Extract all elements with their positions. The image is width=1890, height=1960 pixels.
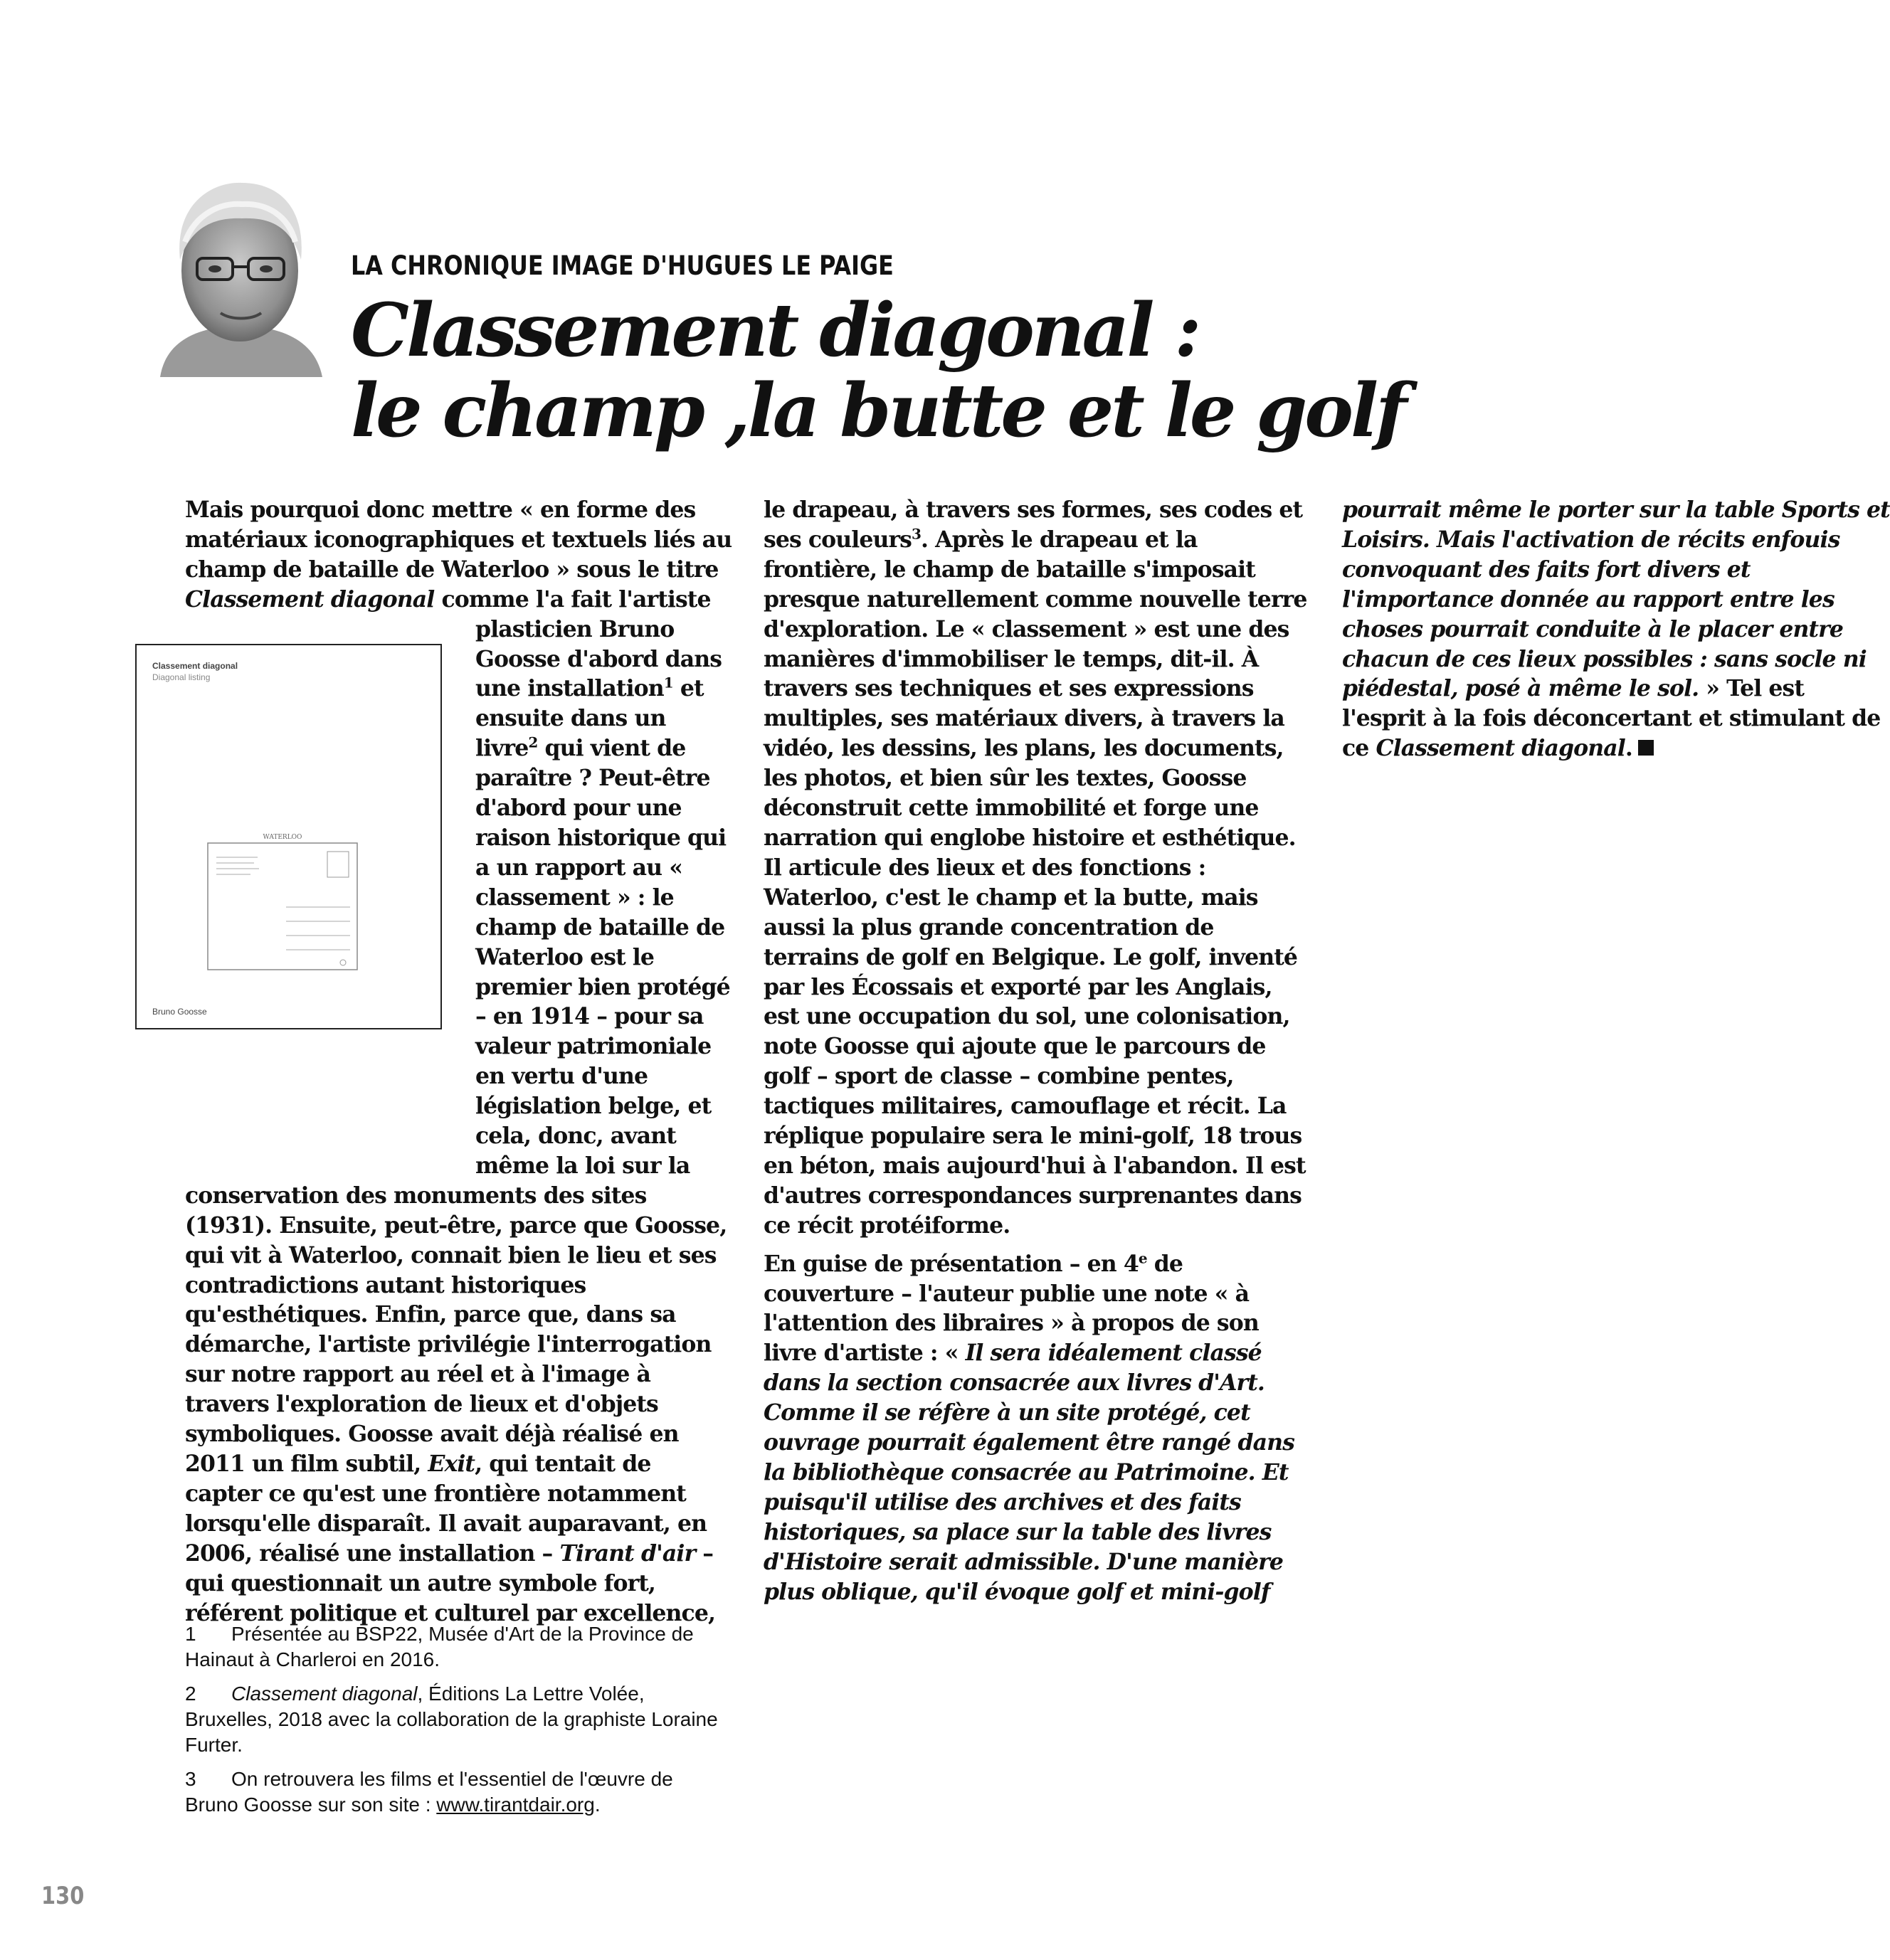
- footnote-2: 2 Classement diagonal, Éditions La Lettre Volée, Bruxelles, 2018 avec la collaboration de la graphiste Loraine Furter.: [185, 1683, 718, 1756]
- paragraph-1: Mais pourquoi donc mettre « en forme des matériaux iconographiques et textuels liés au champ de bataille de Waterloo » sous le titre Classement diagonal comme l'a fait l'artiste plasticien Bruno Goosse d'abord dans une installation$^1$ et ensuite dans un livre$^2$ qui vient de paraître ? Peut-être d'abord pour une raison historique qui a un rapport au « classement » : le champ de bataille de Waterloo est le premier bien protégé – en 1914 – pour sa valeur patrimoniale en vertu d'une législation belge, et cela, donc, avant même la loi sur la conservation des monuments des sites (1931). Ensuite, peut-être, parce que Goosse, qui vit à Waterloo, connait bien le lieu et ses contradictions autant historiques qu'esthétiques. Enfin, parce que, dans sa démarche, l'artiste privilégie l'interrogation sur notre rapport au réel et à l'image à travers l'exploration de lieux et d'objets symboliques. Goosse avait déjà réalisé en 2011 un film subtil, Exit, qui tentait de capter ce qu'est une frontière notamment lorsqu'elle disparaît. Il avait auparavant, en 2006, réalisé une installation – Tirant d'air – qui questionnait un autre symbole fort, référent politique et culturel par excellence, le drapeau, à travers ses formes, ses codes et ses couleurs$^3$. Après le drapeau et la frontière, le champ de bataille s'imposait presque naturellement comme nouvelle terre d'exploration. Le « classement » est une des manières d'immobiliser le temps, dit-il. À travers ses techniques et ses expressions multiples, ses matériaux divers, à travers la vidéo, les dessins, les plans, les documents, les photos, et bien sûr les textes, Goosse déconstruit cette immobilité et forge une narration qui englobe histoire et esthétique. Il articule des lieux et des fonctions : Waterloo, c'est le champ et la butte, mais aussi la plus grande concentration de terrains de golf en Belgique. Le golf, inventé par les Écossais et exporté par les Anglais, est une occupation du sol, une colonisation, note Goosse qui ajoute que le parcours de golf – sport de classe – combine pentes, tactiques militaires, camouflage et récit. La réplique populaire sera le mini-golf, 18 trous en béton, mais aujourd'hui à l'abandon. Il est d'autres correspondances surprenantes dans ce récit protéiforme.: [185, 497, 1307, 1626]
- cover-subtitle: Diagonal listing: [152, 672, 211, 682]
- website-link[interactable]: www.tirantdair.org: [436, 1794, 595, 1816]
- article-body: [185, 495, 1890, 1630]
- footnote-ref-3: 3: [912, 525, 922, 543]
- footnotes: [185, 1621, 726, 1826]
- article-title: [351, 287, 1461, 454]
- installation-title: Tirant d'air: [559, 1540, 696, 1567]
- footnote-1: 1 Présentée au BSP22, Musée d'Art de la Province de Hainaut à Charleroi en 2016.: [185, 1623, 694, 1670]
- cover-title: Classement diagonal: [152, 661, 238, 671]
- footnote-ref-2: 2: [528, 733, 538, 751]
- footnote-3: 3 On retrouvera les films et l'essentiel de l'œuvre de Bruno Goosse sur son site : www.tirantdair.org.: [185, 1768, 673, 1816]
- postcard-label: WATERLOO: [263, 834, 302, 841]
- page-number: 130: [41, 1882, 85, 1910]
- film-title: Exit: [428, 1451, 475, 1477]
- footnote-ref-1: 1: [663, 674, 673, 692]
- title-line-2: le champ ,la butte et le golf: [351, 368, 1405, 454]
- title-line-1: Classement diagonal :: [351, 287, 1199, 374]
- blurb-quote: Il sera idéalement classé dans la section consacrée aux livres d'Art. Comme il se réfère à un site protégé, cet ouvrage pourrait également être rangé dans la bibliothèque consacrée au Patrimoine. Et puisqu'il utilise des archives et des faits historiques, sa place sur la table des livres d'Histoire serait admissible. D'une manière plus oblique, qu'il évoque golf et mini-golf pourrait même le porter sur la table Sports et Loisirs. Mais l'activation de récits enfouis convoquant des faits fort divers et l'importance donnée au rapport entre les choses pourrait conduite à le placer entre chacun de ces lieux possibles : sans socle ni piédestal, posé à même le sol.: [764, 497, 1890, 1605]
- end-mark: [1638, 740, 1654, 756]
- work-title: Classement diagonal: [185, 586, 435, 613]
- cover-author: Bruno Goosse: [152, 1007, 207, 1017]
- column-kicker: LA CHRONIQUE IMAGE D'HUGUES LE PAIGE: [351, 250, 894, 281]
- author-portrait: [153, 174, 327, 377]
- paragraph-2: En guise de présentation – en 4e de couverture – l'auteur publie une note « à l'attention des libraires » à propos de son livre d'artiste : « Il sera idéalement classé dans la section consacrée aux livres d'Art. Comme il se réfère à un site protégé, cet ouvrage pourrait également être rangé dans la bibliothèque consacrée au Patrimoine. Et puisqu'il utilise des archives et des faits historiques, sa place sur la table des livres d'Histoire serait admissible. D'une manière plus oblique, qu'il évoque golf et mini-golf pourrait même le porter sur la table Sports et Loisirs. Mais l'activation de récits enfouis convoquant des faits fort divers et l'importance donnée au rapport entre les choses pourrait conduite à le placer entre chacun de ces lieux possibles : sans socle ni piédestal, posé à même le sol. » Tel est l'esprit à la fois déconcertant et stimulant de ce Classement diagonal.: [764, 497, 1890, 1605]
